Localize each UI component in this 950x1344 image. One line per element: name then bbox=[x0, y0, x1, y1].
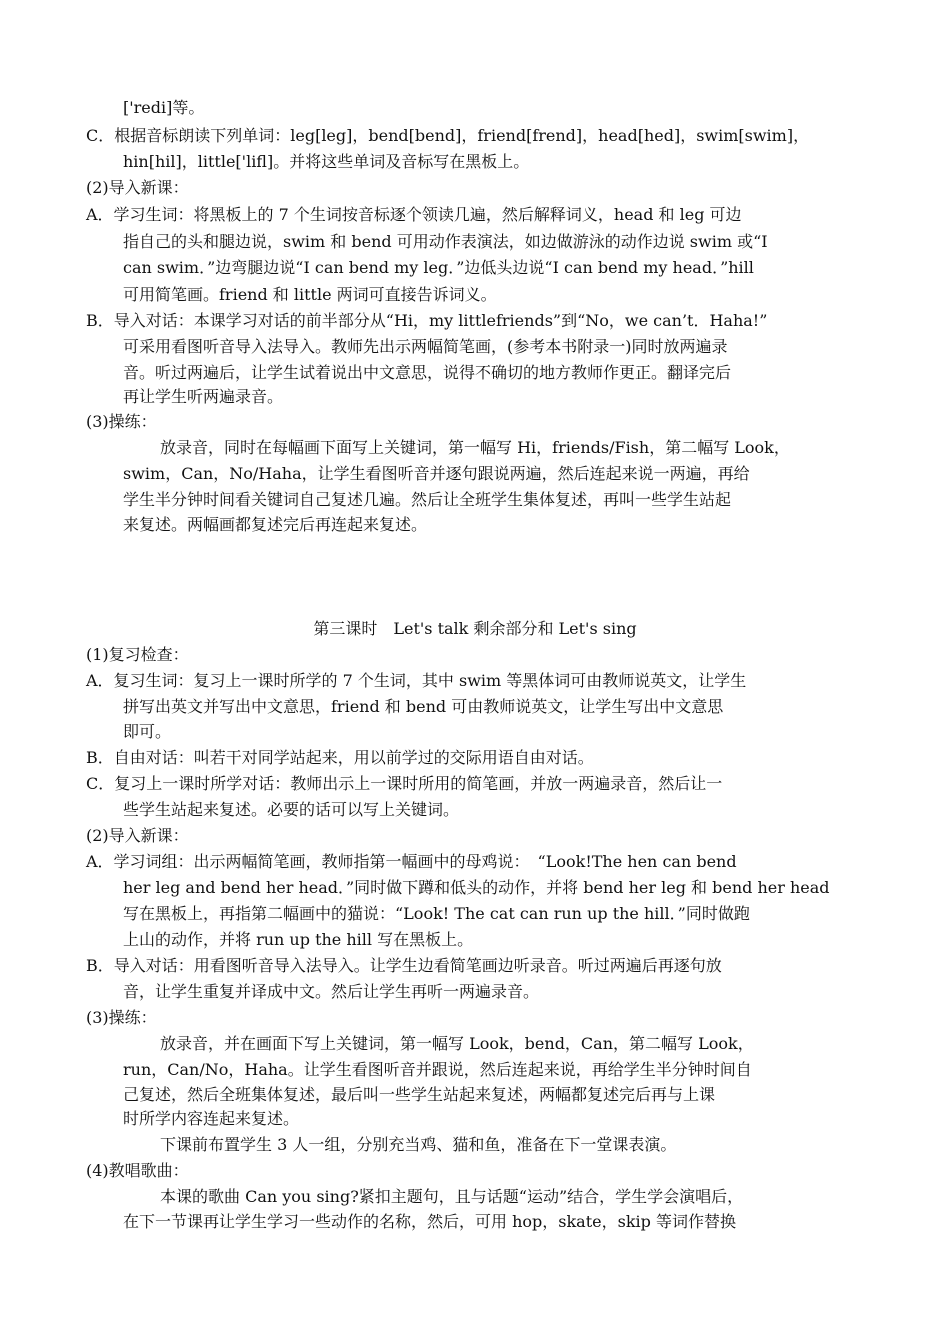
section-heading: (3)操练： bbox=[86, 1008, 157, 1027]
text-line: 音。听过两遍后，让学生试着说出中文意思，说得不确切的地方教师作更正。翻译完后 bbox=[123, 363, 732, 382]
text-line: ['redi]等。 bbox=[123, 98, 205, 117]
text-line: 学生半分钟时间看关键词自己复述几遍。然后让全班学生集体复述，再叫一些学生站起 bbox=[123, 490, 732, 509]
text-line: B．自由对话：叫若干对同学站起来，用以前学过的交际用语自由对话。 bbox=[86, 748, 594, 767]
lesson-title: 第三课时 Let's talk 剩余部分和 Let's sing bbox=[313, 619, 637, 638]
text-line: can swim．”边弯腿边说“I can bend my leg．”边低头边说“I can bend my head．”hill bbox=[123, 258, 754, 277]
section-heading: (4)教唱歌曲： bbox=[86, 1161, 189, 1180]
text-line: 些学生站起来复述。必要的话可以写上关键词。 bbox=[123, 800, 460, 819]
text-line: 写在黑板上，再指第二幅画中的猫说：“Look! The cat can run up the hill．”同时做跑 bbox=[123, 904, 750, 923]
text-line: C．根据音标朗读下列单词：leg[leg]，bend[bend]，friend[frend]，head[hed]，swim[swim]， bbox=[86, 126, 810, 145]
text-line: 本课的歌曲 Can you sing?紧扣主题句，且与话题“运动”结合，学生学会演唱后， bbox=[160, 1187, 744, 1206]
text-line: B．导入对话：用看图听音导入法导入。让学生边看简笔画边听录音。听过两遍后再逐句放 bbox=[86, 956, 722, 975]
text-line: her leg and bend her head．”同时做下蹲和低头的动作，并将 bend her leg 和 bend her head bbox=[123, 878, 830, 897]
text-line: 己复述，然后全班集体复述，最后叫一些学生站起来复述，两幅都复述完后再与上课 bbox=[123, 1085, 716, 1104]
section-heading: (3)操练： bbox=[86, 412, 157, 431]
text-line: 下课前布置学生 3 人一组，分别充当鸡、猫和鱼，准备在下一堂课表演。 bbox=[160, 1135, 677, 1154]
section-heading: (2)导入新课： bbox=[86, 826, 189, 845]
text-line: B．导入对话：本课学习对话的前半部分从“Hi，my littlefriends”到“No，we can’t．Haha!” bbox=[86, 311, 768, 330]
text-line: 拼写出英文并写出中文意思，friend 和 bend 可由教师说英文，让学生写出中文意思 bbox=[123, 697, 724, 716]
text-line: 来复述。两幅画都复述完后再连起来复述。 bbox=[123, 515, 428, 534]
text-line: 可用简笔画。friend 和 little 两词可直接告诉词义。 bbox=[123, 285, 497, 304]
text-line: A．复习生词：复习上一课时所学的 7 个生词，其中 swim 等黑体词可由教师说英文，让学生 bbox=[86, 671, 747, 690]
text-line: hin[hil]，little['lifl]。并将这些单词及音标写在黑板上。 bbox=[123, 152, 530, 171]
section-heading: (2)导入新课： bbox=[86, 178, 189, 197]
text-line: 上山的动作，并将 run up the hill 写在黑板上。 bbox=[123, 930, 474, 949]
text-line: C．复习上一课时所学对话：教师出示上一课时所用的简笔画，并放一两遍录音，然后让一 bbox=[86, 774, 723, 793]
text-line: run，Can/No，Haha。让学生看图听音并跟说，然后连起来说，再给学生半分钟时间自 bbox=[123, 1060, 752, 1079]
text-line: 即可。 bbox=[123, 722, 172, 741]
text-line: 时所学内容连起来复述。 bbox=[123, 1109, 300, 1128]
text-line: A．学习生词：将黑板上的 7 个生词按音标逐个领读几遍，然后解释词义，head 和 leg 可边 bbox=[86, 205, 742, 224]
text-line: 放录音，同时在每幅画下面写上关键词，第一幅写 Hi，friends/Fish，第二幅写 Look， bbox=[160, 438, 790, 457]
text-line: A．学习词组：出示两幅简笔画，教师指第一幅画中的母鸡说： “Look!The hen can bend bbox=[86, 852, 737, 871]
text-line: 可采用看图听音导入法导入。教师先出示两幅简笔画，(参考本书附录一)同时放两遍录 bbox=[123, 337, 728, 356]
text-line: 指自己的头和腿边说，swim 和 bend 可用动作表演法，如边做游泳的动作边说 swim 或“I bbox=[123, 232, 768, 251]
text-line: 在下一节课再让学生学习一些动作的名称，然后，可用 hop，skate，skip 等词作替换 bbox=[123, 1212, 736, 1231]
text-line: swim，Can，No/Haha，让学生看图听音并逐句跟说两遍，然后连起来说一两遍，再给 bbox=[123, 464, 750, 483]
section-heading: (1)复习检查： bbox=[86, 645, 189, 664]
text-line: 音，让学生重复并译成中文。然后让学生再听一两遍录音。 bbox=[123, 982, 540, 1001]
text-line: 放录音，并在画面下写上关键词，第一幅写 Look，bend，Can，第二幅写 Look， bbox=[160, 1034, 754, 1053]
text-line: 再让学生听两遍录音。 bbox=[123, 387, 284, 406]
